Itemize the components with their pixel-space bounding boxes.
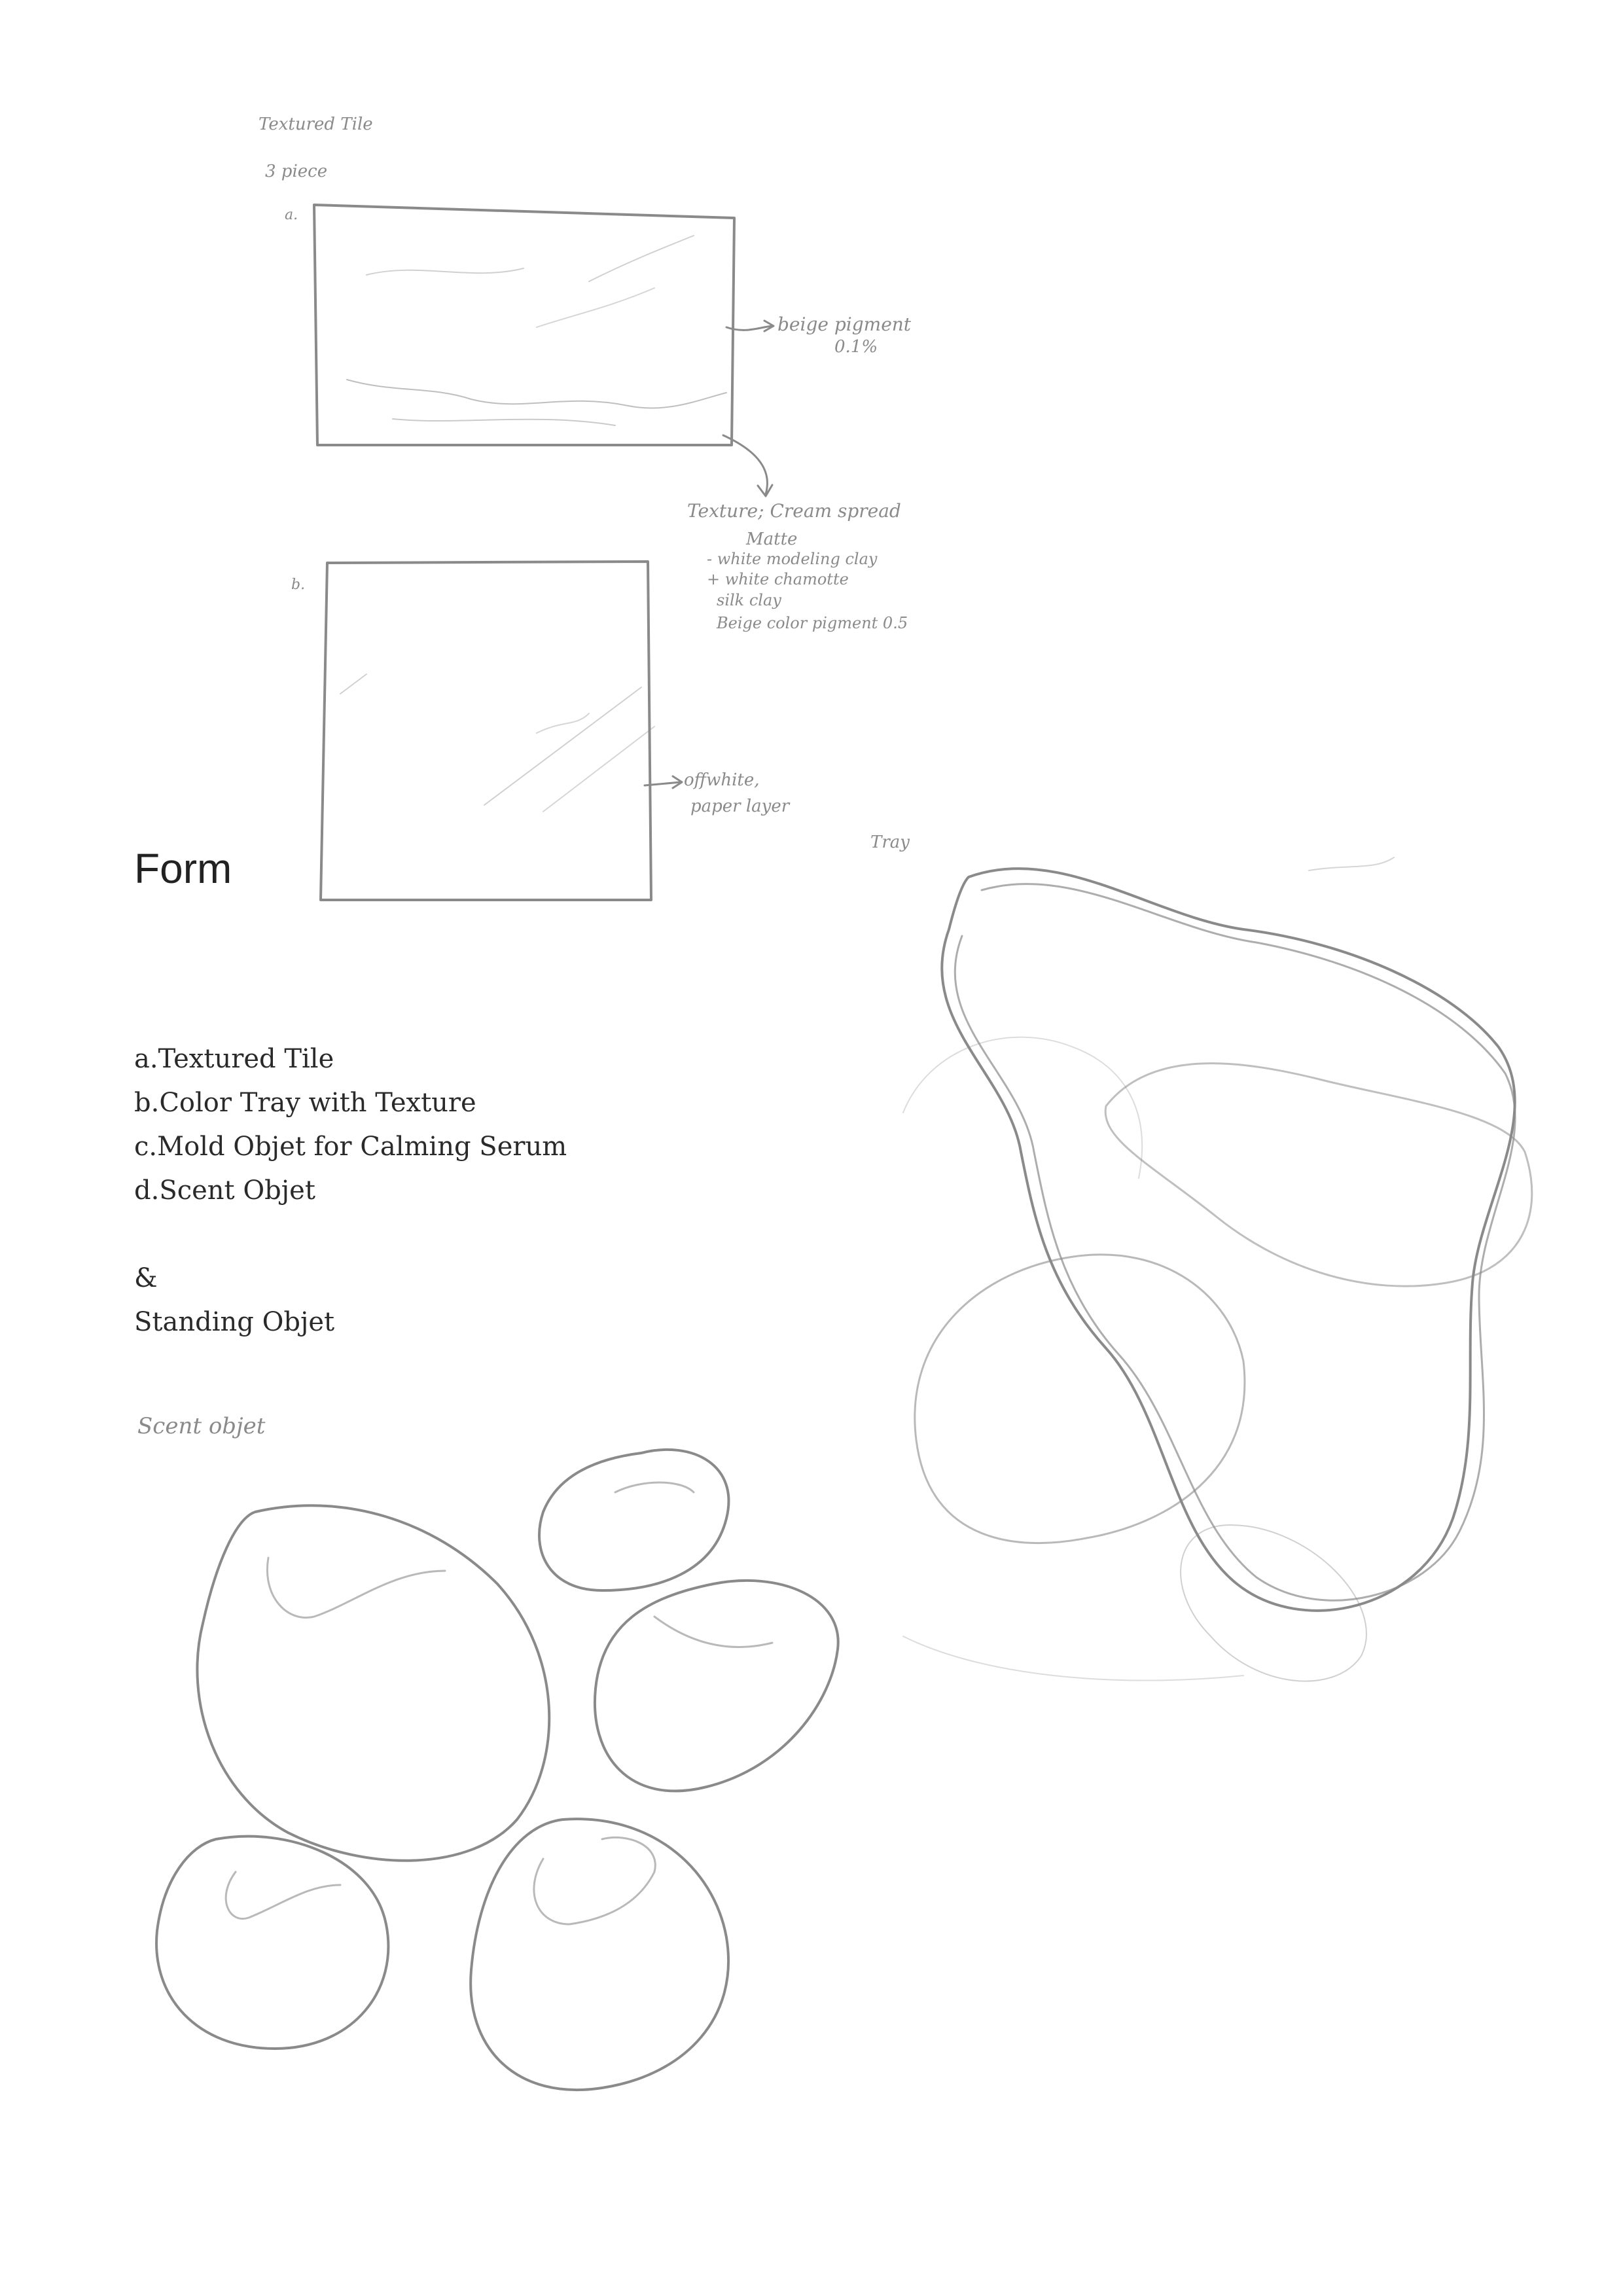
tray-sketch xyxy=(903,857,1532,1681)
form-item-mold-objet: c.Mold Objet for Calming Serum xyxy=(134,1132,567,1162)
texture-note-5: silk clay xyxy=(717,591,781,609)
offwhite-note-1: offwhite, xyxy=(684,770,760,790)
page-title: Form xyxy=(134,845,232,892)
label-b-note: b. xyxy=(291,577,306,593)
piece-count-note: 3 piece xyxy=(265,162,328,181)
standing-objet-block xyxy=(134,1257,334,1344)
texture-note-2: Matte xyxy=(746,529,798,549)
scent-objet-sketch xyxy=(156,1450,838,2090)
standing-objet-label: Standing Objet xyxy=(134,1307,335,1337)
texture-note-3: - white modeling clay xyxy=(707,550,878,568)
tile-heading-note: Textured Tile xyxy=(259,115,373,134)
texture-note-1: Texture; Cream spread xyxy=(687,500,901,522)
texture-note-6: Beige color pigment 0.5 xyxy=(717,614,908,632)
pigment-amount-note: 0.1% xyxy=(834,337,878,357)
scent-heading-note: Scent objet xyxy=(137,1413,266,1439)
tile-a-sketch xyxy=(314,205,734,445)
form-list xyxy=(134,1037,567,1213)
pigment-note: beige pigment xyxy=(777,314,912,335)
label-a-note: a. xyxy=(285,207,298,223)
offwhite-note-2: paper layer xyxy=(690,797,790,816)
tray-note: Tray xyxy=(870,833,910,852)
ampersand: & xyxy=(134,1263,158,1293)
form-item-color-tray: b.Color Tray with Texture xyxy=(134,1088,476,1118)
texture-note-4: + white chamotte xyxy=(707,570,849,588)
tile-b-sketch xyxy=(321,562,654,900)
form-item-scent-objet: d.Scent Objet xyxy=(134,1175,315,1206)
form-item-textured-tile: a.Textured Tile xyxy=(134,1044,334,1074)
